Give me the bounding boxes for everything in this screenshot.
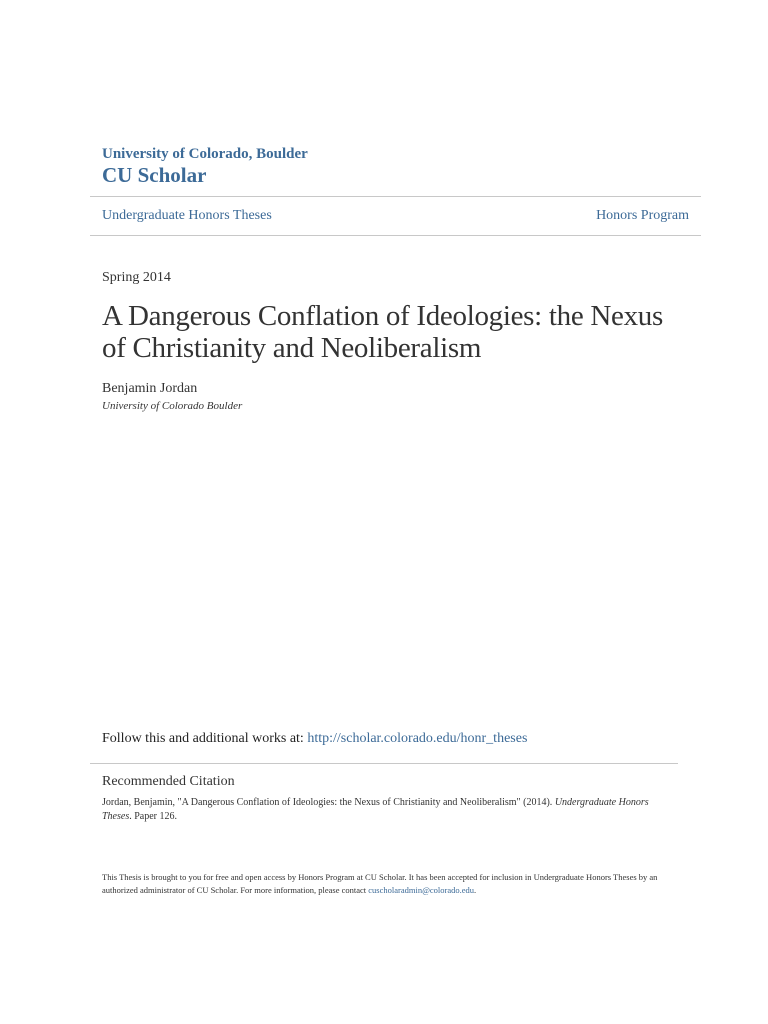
- divider: [90, 763, 678, 764]
- paper-title: A Dangerous Conflation of Ideologies: the Nexus of Christianity and Neoliberalism: [102, 300, 663, 364]
- institution-name[interactable]: University of Colorado, Boulder: [102, 146, 308, 162]
- program-link[interactable]: Honors Program: [596, 208, 689, 223]
- follow-line: [102, 731, 527, 747]
- collection-nav: [90, 196, 701, 236]
- citation-plain: Jordan, Benjamin, "A Dangerous Conflation of Ideologies: the Nexus of Christianity and Neoliberalism" (2014).: [102, 797, 553, 808]
- access-notice: [102, 871, 672, 897]
- citation-series: Undergraduate Honors Theses: [102, 797, 649, 822]
- collection-link[interactable]: Undergraduate Honors Theses: [102, 208, 272, 223]
- follow-prefix: Follow this and additional works at:: [102, 731, 304, 746]
- publication-date: Spring 2014: [102, 270, 171, 285]
- author-name: Benjamin Jordan: [102, 381, 198, 396]
- header: [102, 145, 308, 187]
- access-notice-text: This Thesis is brought to you for free and open access by Honors Program at CU Scholar. It has been accepted for inclusion in Undergraduate Honors Theses by an authorized administrator of CU Scholar. For more information, please contact: [102, 872, 658, 895]
- repository-name[interactable]: CU Scholar: [102, 163, 207, 187]
- citation-suffix: . Paper 126.: [129, 811, 178, 822]
- access-notice-end: .: [474, 885, 477, 895]
- citation-heading: Recommended Citation: [102, 774, 235, 789]
- citation-text: [102, 796, 672, 824]
- follow-url-link[interactable]: http://scholar.colorado.edu/honr_theses: [307, 731, 528, 746]
- contact-email-link[interactable]: cuscholaradmin@colorado.edu: [368, 885, 475, 895]
- author-affiliation: University of Colorado Boulder: [102, 400, 243, 412]
